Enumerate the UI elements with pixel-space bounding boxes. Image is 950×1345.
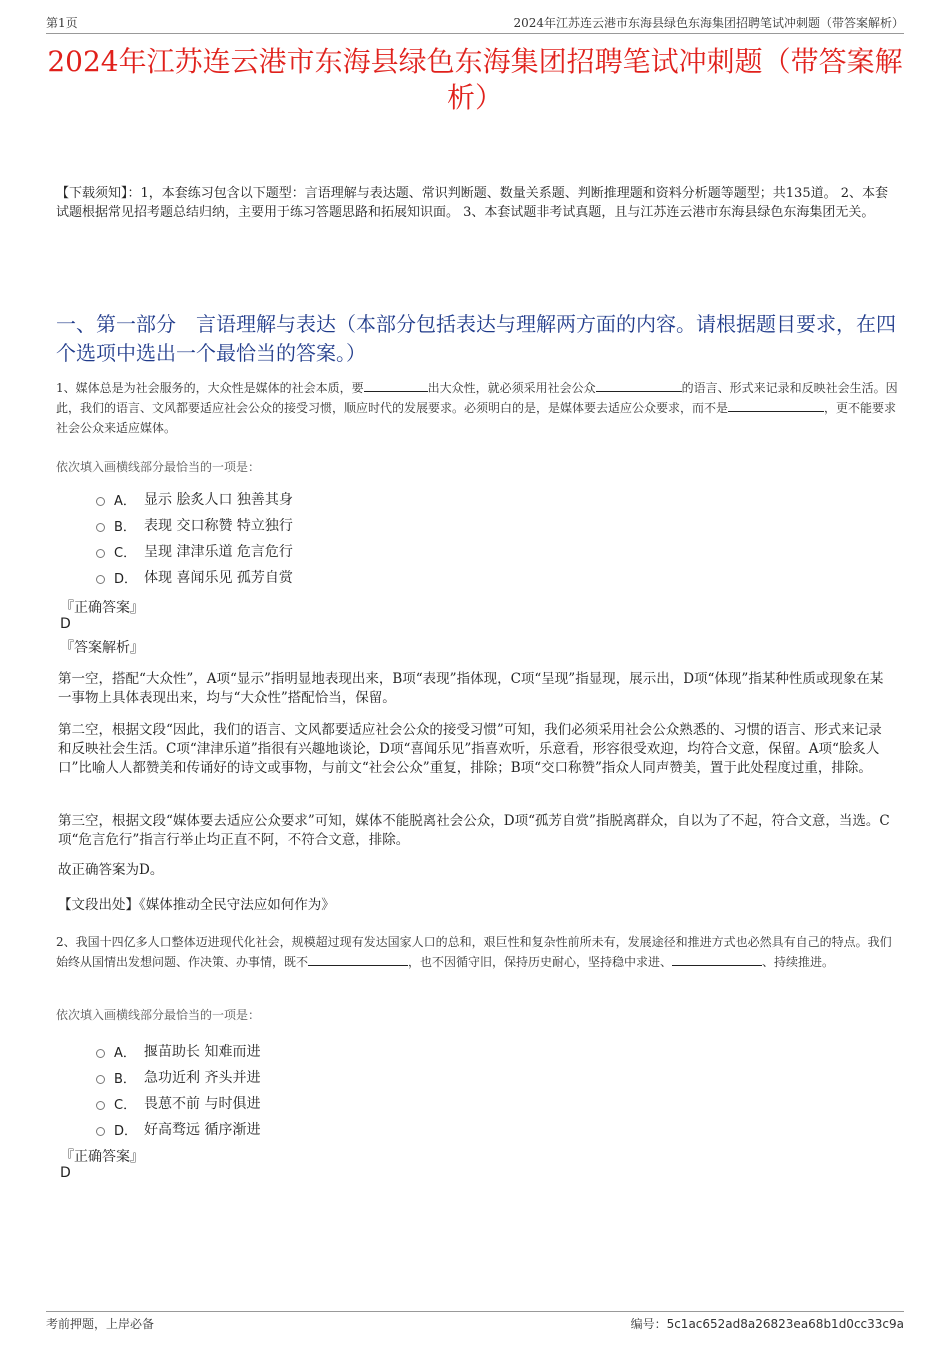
q1-text-part3: 的语言、形式来记录和反映社会生活。因此，我们的语言、文风都要适应社会公众的接受习惯，顺应时代的发展要求。必须明白的是，是媒体要去适应公众要求，而不是 [56, 381, 898, 415]
q1-option-b[interactable]: B． 表现 交口称赞 特立独行 [96, 512, 293, 538]
q2-text-part1: 2、我国十四亿多人口整体迈进现代化社会，规模超过现有发达国家人口的总和，艰巨性和复杂性前所未有，发展途径和推进方式也必然具有自己的特点。我们始终从国情出发想问题、作决策、办事情，既不 [56, 935, 892, 969]
radio-icon[interactable] [96, 549, 105, 558]
q1-blank-3 [728, 400, 824, 412]
q1-text-part4: ，更不能要求社会公众来适应媒体。 [56, 401, 897, 435]
footer-slogan: 考前押题，上岸必备 [46, 1317, 155, 1331]
footer-code: 编号：5c1ac652ad8a26823ea68b1d0cc33c9a [630, 1317, 904, 1331]
q1-answer-label: 『正确答案』 [60, 600, 144, 616]
q1-text-part1: 1、媒体总是为社会服务的，大众性是媒体的社会本质，要 [56, 381, 364, 395]
q1-source: 【文段出处】《媒体推动全民守法应如何作为》 [58, 897, 335, 913]
document-title: 2024年江苏连云港市东海县绿色东海集团招聘笔试冲刺题（带答案解析） [47, 45, 903, 114]
radio-icon[interactable] [96, 1049, 105, 1058]
q1-blank-1 [364, 380, 428, 392]
q2-prompt: 依次填入画横线部分最恰当的一项是： [56, 1008, 261, 1022]
q2-option-b[interactable]: B． 急功近利 齐头并进 [96, 1064, 260, 1090]
radio-icon[interactable] [96, 1127, 105, 1136]
q1-analysis-label: 『答案解析』 [60, 640, 144, 656]
q1-text-part2: 出大众性，就必须采用社会公众 [427, 381, 596, 395]
q1-analysis-conclusion: 故正确答案为D。 [58, 862, 164, 878]
q2-options [96, 1038, 260, 1142]
q1-prompt: 依次填入画横线部分最恰当的一项是： [56, 460, 261, 474]
q1-answer: D [60, 616, 71, 632]
q1-analysis-para-3: 第三空，根据文段“媒体要去适应公众要求”可知，媒体不能脱离社会公众，D项“孤芳自赏”指脱离群众，自以为了不起，符合文意，当选。C项“危言危行”指言行举止均正直不阿，不符合文意，排除。 [58, 813, 890, 848]
q2-text-part3: 、持续推进。 [762, 955, 835, 969]
question-1-stem [56, 378, 900, 438]
section-title: 一、第一部分 言语理解与表达（本部分包括表达与理解两方面的内容。请根据题目要求，在四个选项中选出一个最恰当的答案。） [56, 312, 896, 365]
page-header [46, 14, 904, 34]
question-2-stem [56, 932, 900, 972]
q2-text-part2: ，也不因循守旧，保持历史耐心，坚持稳中求进、 [408, 955, 673, 969]
page-number: 第1页 [46, 16, 78, 30]
q2-option-d[interactable]: D． 好高骛远 循序渐进 [96, 1116, 260, 1142]
radio-icon[interactable] [96, 1075, 105, 1084]
page-footer [46, 1311, 904, 1332]
q2-answer-label: 『正确答案』 [60, 1149, 144, 1165]
q2-answer: D [60, 1165, 71, 1181]
header-doc-title: 2024年江苏连云港市东海县绿色东海集团招聘笔试冲刺题（带答案解析） [513, 16, 904, 30]
radio-icon[interactable] [96, 575, 105, 584]
q1-options [96, 486, 293, 590]
q1-option-d[interactable]: D． 体现 喜闻乐见 孤芳自赏 [96, 564, 293, 590]
q1-option-c[interactable]: C． 呈现 津津乐道 危言危行 [96, 538, 293, 564]
q1-analysis-para-1: 第一空，搭配“大众性”，A项“显示”指明显地表现出来，B项“表现”指体现，C项“呈现”指显现，展示出，D项“体现”指某种性质或现象在某一事物上具体表现出来，均与“大众性”搭配恰当，保留。 [58, 671, 884, 706]
q1-option-a[interactable]: A． 显示 脍炙人口 独善其身 [96, 486, 293, 512]
radio-icon[interactable] [96, 497, 105, 506]
q2-blank-2 [672, 954, 762, 966]
radio-icon[interactable] [96, 1101, 105, 1110]
q2-option-a[interactable]: A． 揠苗助长 知难而进 [96, 1038, 260, 1064]
q2-blank-1 [308, 954, 408, 966]
download-notice: 【下载须知】：1，本套练习包含以下题型：言语理解与表达题、常识判断题、数量关系题、判断推理题和资料分析题等题型；共135道。 2、本套试题根据常见招考题总结归纳，主要用于练习答题思路和拓展知识面。 3、本套试题非考试真题，且与江苏连云港市东海县绿色东海集团无关。 [56, 186, 888, 220]
q2-option-c[interactable]: C． 畏葸不前 与时俱进 [96, 1090, 260, 1116]
radio-icon[interactable] [96, 523, 105, 532]
q1-blank-2 [596, 380, 682, 392]
q1-analysis-para-2: 第二空，根据文段“因此，我们的语言、文风都要适应社会公众的接受习惯”可知，我们必须采用社会公众熟悉的、习惯的语言、形式来记录和反映社会生活。C项“津津乐道”指很有兴趣地谈论，D项“喜闻乐见”指喜欢听，乐意看，形容很受欢迎，均符合文意，保留。A项“脍炙人口”比喻人人都赞美和传诵好的诗文或事物，与前文“社会公众”重复，排除；B项“交口称赞”指众人同声赞美，置于此处程度过重，排除。 [58, 722, 882, 776]
